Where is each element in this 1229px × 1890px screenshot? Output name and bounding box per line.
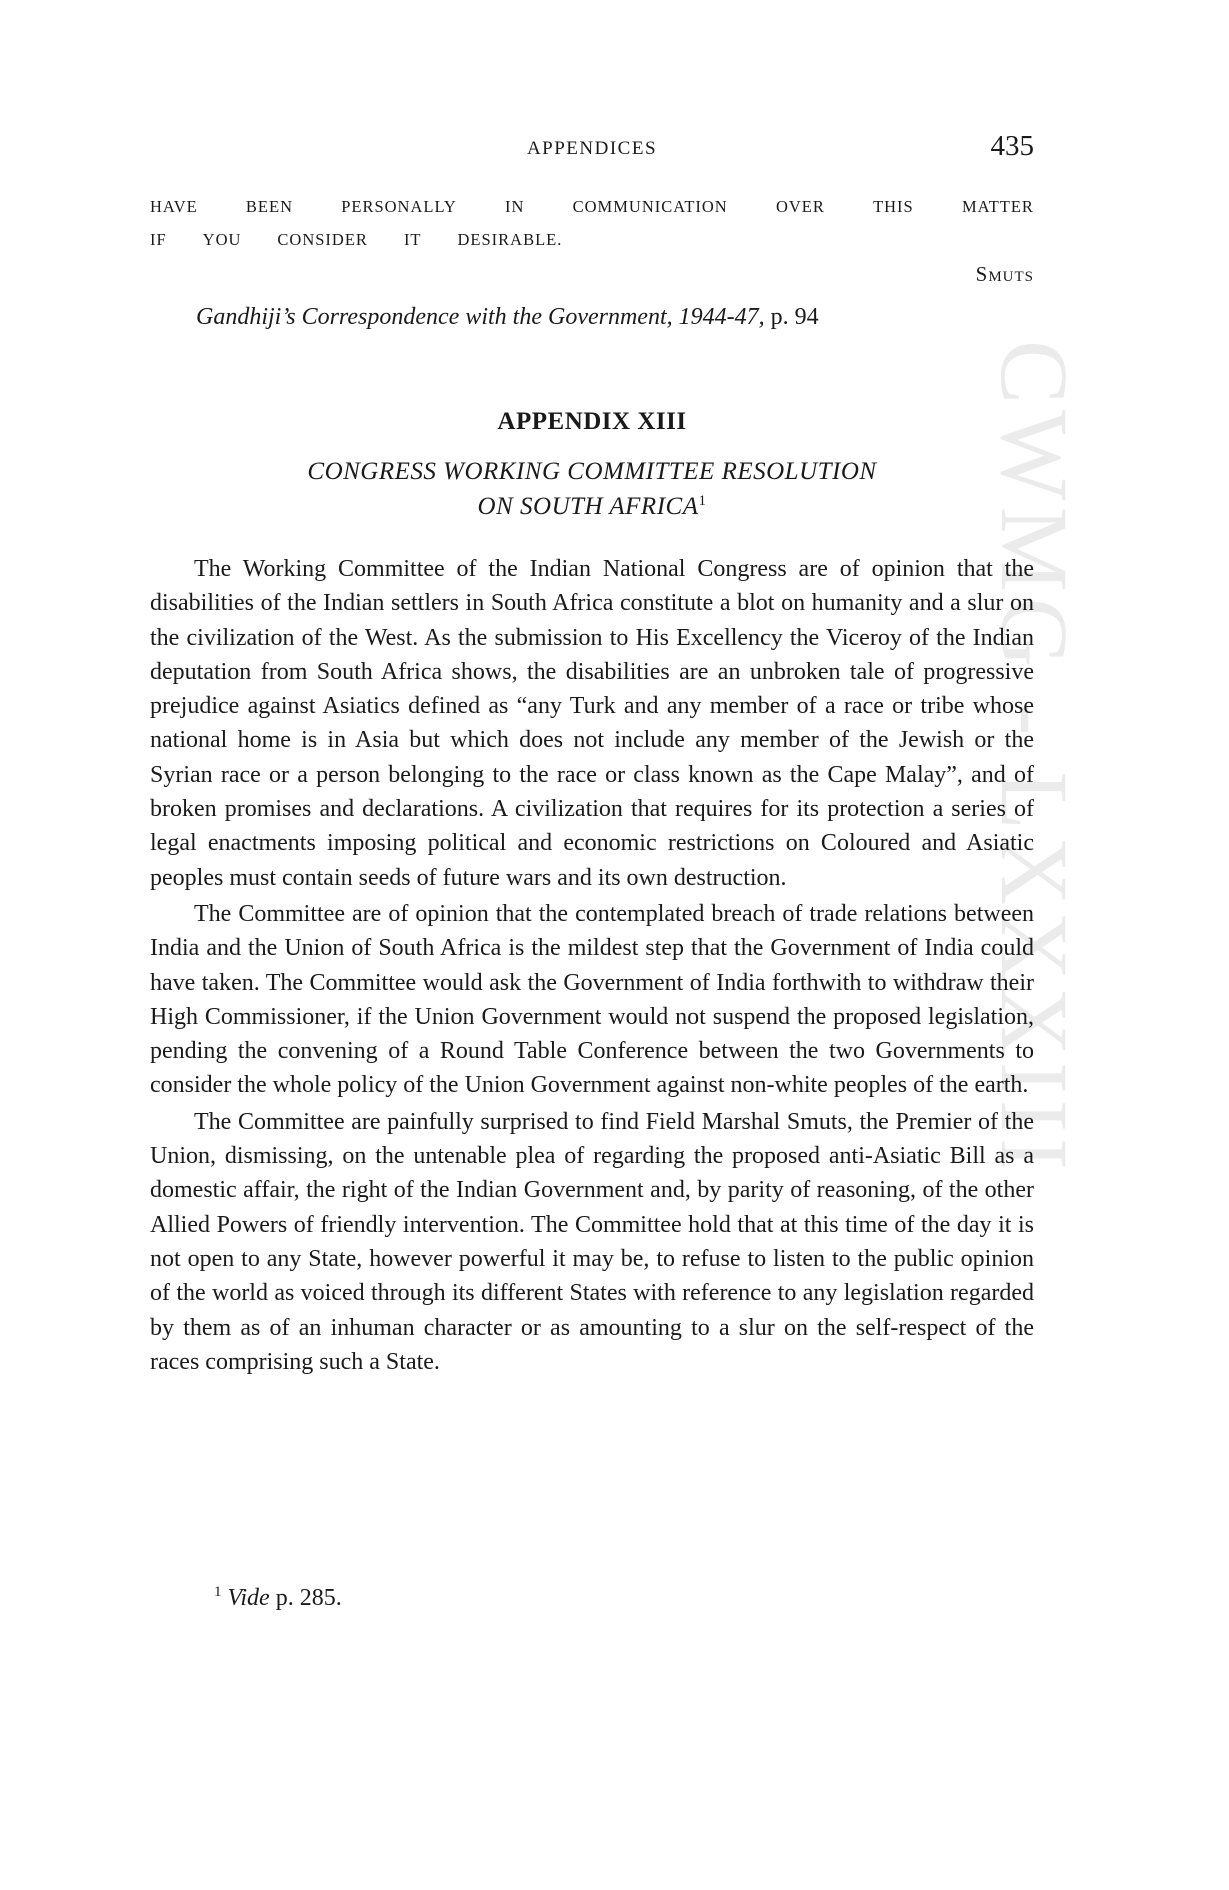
running-title: APPENDICES (526, 138, 658, 159)
telegram-word: IN (505, 197, 525, 216)
telegram-word: PERSONALLY (341, 197, 457, 216)
telegram-word: THIS (873, 197, 914, 216)
running-head (150, 130, 1034, 176)
telegram-text (150, 190, 1034, 256)
telegram-word: HAVE (150, 197, 198, 216)
subtitle-line-2 (150, 489, 1034, 524)
footnote (214, 1585, 342, 1612)
footnote-vide: Vide (227, 1585, 270, 1611)
page-number: 435 (990, 130, 1034, 162)
footnote-marker: 1 (214, 1584, 222, 1600)
footnote-ref: p. 285. (269, 1585, 342, 1611)
telegram-word: OVER (775, 197, 825, 216)
telegram-word: YOU (202, 230, 242, 249)
telegram-word: DESIRABLE. (457, 230, 563, 249)
signature: Smuts (975, 262, 1034, 286)
telegram-word: COMMUNICATION (572, 197, 728, 216)
telegram-word: BEEN (245, 197, 293, 216)
paragraph: The Committee are of opinion that the contemplated breach of trade relations between India and the Union of South Africa is the mildest step that the Government of India could have taken. The Committee would ask the Government of India forthwith to withdraw their High Commissioner, if the Union Government would not suspend the proposed legislation, pending the convening of a Round Table Conference between the two Governments to consider the whole policy of the Union Government against non-white peoples of the earth. (150, 900, 1034, 1099)
subtitle-line-1: CONGRESS WORKING COMMITTEE RESOLUTION (307, 458, 877, 485)
footnote-reference: 1 (698, 493, 707, 509)
subtitle-line-2-text: ON SOUTH AFRICA (477, 493, 699, 520)
telegram-line-1 (150, 190, 1034, 223)
telegram-word: CONSIDER (277, 230, 368, 249)
source-citation (196, 304, 819, 331)
paragraph: The Working Committee of the Indian National Congress are of opinion that the disabilities of the Indian settlers in South Africa constitute a blot on humanity and a slur on the civilization of the West. As the submission to His Excellency the Viceroy of the Indian deputation from South Africa shows, the disabilities are an unbroken tale of progressive prejudice against Asiatics defined as “any Turk and any member of a race or tribe whose national home is in Asia but which does not include any member of the Jewish or the Syrian race or a person belonging to the race or class known as the Cape Malay”, and of broken promises and declarations. A civilization that requires for its protection a series of legal enactments imposing political and economic restrictions on Coloured and Asiatic peoples must contain seeds of future wars and its own destruction. (150, 556, 1034, 891)
telegram-word: MATTER (961, 197, 1034, 216)
appendix-subtitle (150, 454, 1034, 524)
telegram-word: IT (403, 230, 422, 249)
resolution-body (150, 552, 1034, 1381)
appendix-heading: APPENDIX XIII (497, 408, 687, 435)
source-page: p. 94 (764, 304, 819, 330)
paragraph: The Committee are painfully surprised to find Field Marshal Smuts, the Premier of the Union, dismissing, on the untenable plea of regarding the proposed anti-Asiatic Bill as a domestic affair, the right of the Indian Government and, by parity of reasoning, of the other Allied Powers of friendly intervention. The Committee hold that at this time of the day it is not open to any State, however powerful it may be, to refuse to listen to the public opinion of the world as voiced through its different States with reference to any legislation regarded by them as of an inhuman character or as amounting to a slur on the self-respect of the races comprising such a State. (150, 1108, 1034, 1375)
watermark-text: CWMG - LXXXIII (981, 340, 1088, 1176)
telegram-word: IF (150, 230, 167, 249)
source-title: Gandhiji’s Correspondence with the Government, 1944-47, (196, 304, 765, 330)
telegram-line-2 (150, 223, 1034, 256)
